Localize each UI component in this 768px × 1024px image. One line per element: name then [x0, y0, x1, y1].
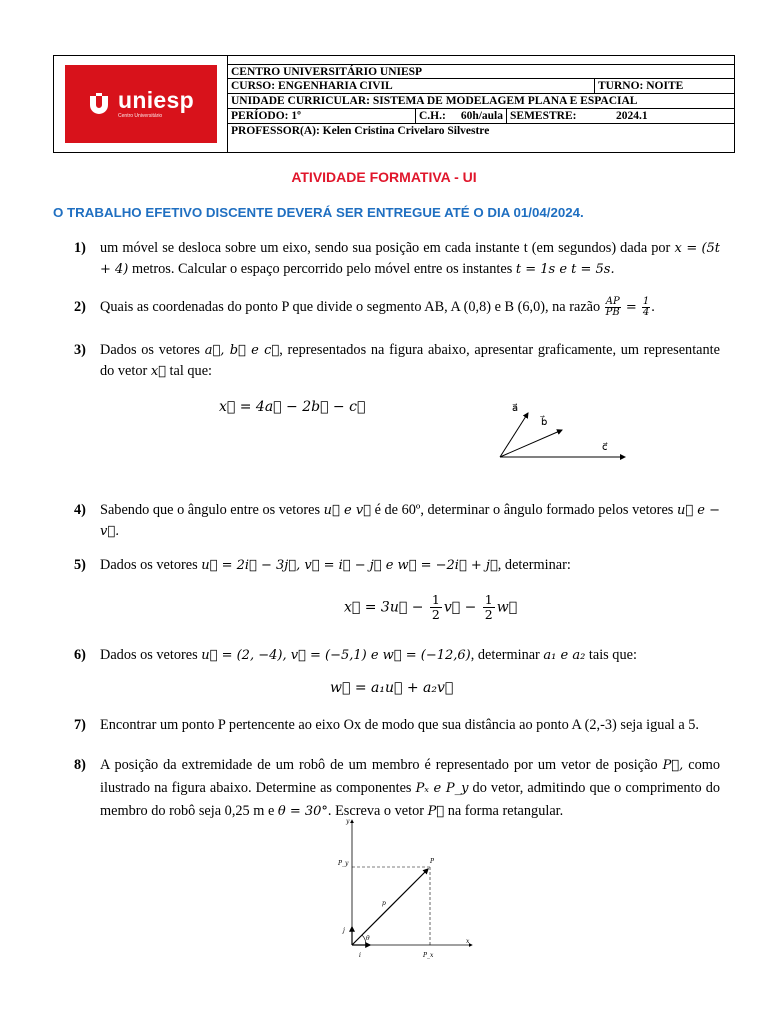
px-label: P_x — [423, 952, 434, 959]
question-2 — [74, 297, 720, 318]
header-row-professor — [228, 124, 734, 139]
math-expression: P⃗, — [662, 758, 684, 773]
x-axis-label: x — [466, 938, 470, 945]
unit-label: UNIDADE CURRICULAR: SISTEMA DE MODELAGEM PLANA E ESPACIAL — [231, 95, 638, 107]
p-length-label: p — [382, 900, 386, 907]
question-number: 6) — [74, 647, 86, 663]
equation-part: x⃗ = 3u⃗ − — [344, 599, 424, 616]
header-table — [53, 55, 735, 153]
fraction-numerator: 1 — [484, 592, 493, 607]
header-row-course — [228, 79, 734, 94]
question-number: 1) — [74, 240, 86, 256]
ratio-fraction — [605, 297, 621, 318]
fraction-denominator: 4 — [642, 307, 650, 319]
question-7 — [74, 716, 720, 735]
math-expression: (5t + 4) — [100, 241, 721, 277]
position-vector-p — [352, 869, 428, 945]
question-number: 5) — [74, 557, 86, 573]
math-expression: θ = 30° — [277, 804, 328, 819]
question-number: 4) — [74, 502, 86, 518]
question-text: do vetor, admitindo que o comprimento do membro do robô seja 0,25 m e — [100, 780, 720, 819]
question-text: A posição da extremidade de um robô de um membro é representado por um vetor de posição — [100, 757, 663, 773]
ratio-value-fraction — [642, 297, 650, 318]
ch-value: 60h/aula — [460, 110, 503, 122]
question-4 — [74, 500, 720, 542]
header-row-period — [228, 109, 734, 124]
math-expression: Pₓ e P_y — [415, 781, 469, 796]
uniesp-logo — [65, 65, 217, 143]
question-text: na forma retangular. — [444, 803, 564, 819]
equation-part: w⃗ — [496, 599, 518, 616]
question-number: 3) — [74, 342, 86, 358]
fraction-denominator: 2 — [484, 607, 493, 622]
header-row-institution — [228, 64, 734, 79]
math-expression: P⃗ — [427, 804, 445, 819]
math-expression: u⃗ e v⃗ — [323, 503, 371, 518]
question-text: como ilustrado na figura abaixo. Determine as componentes — [100, 757, 720, 796]
question-text: é de 60º, determinar o ângulo formado pelos vetores — [371, 502, 677, 518]
question-5 — [74, 555, 720, 576]
deadline-notice: O TRABALHO EFETIVO DISCENTE DEVERÁ SER ENTREGUE ATÉ O DIA 01/04/2024. — [53, 205, 584, 220]
math-expression: u⃗ = 2i⃗ − 3j⃗, v⃗ = i⃗ − j⃗ e w⃗ = −2i⃗ + j⃗ — [201, 558, 498, 573]
logo-u-icon — [87, 92, 111, 116]
equation-q5 — [344, 593, 517, 622]
question-text: tais que: — [585, 647, 637, 663]
robot-vector-figure — [330, 815, 480, 965]
equation-part: v⃗ − — [443, 599, 477, 616]
math-expression: x = — [674, 241, 698, 256]
semester-label: SEMESTRE: — [506, 109, 591, 123]
equation-q6: w⃗ = a₁u⃗ + a₂v⃗ — [330, 680, 454, 696]
header-row-unit — [228, 94, 734, 109]
fraction-denominator: PB — [605, 307, 620, 319]
question-6 — [74, 645, 720, 666]
header-info — [228, 56, 734, 152]
question-text: , determinar: — [497, 557, 571, 573]
theta-label: θ — [366, 935, 370, 942]
logo-name: uniesp — [118, 87, 194, 113]
logo-cell — [54, 56, 228, 152]
question-text: Encontrar um ponto P pertencente ao eixo Ox de modo que sua distância ao ponto A (2,-3) seja igual a 5. — [100, 717, 699, 733]
fraction-denominator: 2 — [431, 607, 440, 622]
math-expression: v⃗. — [100, 524, 120, 539]
math-expression: a⃗, b⃗ e c⃗ — [204, 343, 280, 358]
logo-subtitle: Centro Universitário — [118, 113, 163, 119]
fraction-numerator: AP — [605, 296, 620, 308]
math-expression: u⃗ = (2, −4), v⃗ = (−5,1) e w⃗ = (−12,6) — [201, 648, 471, 663]
vectors-figure-q3 — [490, 395, 630, 465]
question-text: Dados os vetores — [100, 342, 205, 358]
question-text: metros. Calcular o espaço percorrido pelo móvel entre os instantes — [128, 261, 516, 277]
question-text: Sabendo que o ângulo entre os vetores — [100, 502, 324, 518]
question-8 — [74, 754, 720, 823]
p-label: P — [430, 858, 435, 865]
course-label: CURSO: ENGENHARIA CIVIL — [231, 80, 393, 92]
question-text: . Escreva o vetor — [327, 803, 428, 819]
question-text: tal que: — [165, 363, 213, 379]
question-text: , determinar — [470, 647, 544, 663]
question-text: Dados os vetores — [100, 557, 202, 573]
vector-a-label: a⃗ — [512, 403, 519, 414]
question-number: 2) — [74, 299, 86, 315]
equation-q3: x⃗ = 4a⃗ − 2b⃗ − c⃗ — [219, 399, 366, 415]
fraction-numerator: 1 — [642, 296, 650, 308]
half-fraction — [430, 593, 442, 622]
question-number: 8) — [74, 757, 86, 773]
semester-value: 2024.1 — [616, 110, 648, 122]
y-axis-label: y — [346, 818, 350, 825]
half-fraction — [483, 593, 495, 622]
question-3 — [74, 340, 720, 382]
math-expression: x⃗ — [150, 364, 166, 379]
equals-sign: = — [621, 300, 641, 315]
question-text: um móvel se desloca sobre um eixo, sendo sua posição em cada instante t (em segundos) dada por — [100, 240, 671, 256]
punctuation: . — [651, 299, 655, 315]
institution-name: CENTRO UNIVERSITÁRIO UNIESP — [231, 66, 423, 78]
fraction-numerator: 1 — [431, 592, 440, 607]
question-text: Dados os vetores — [100, 647, 202, 663]
math-expression: t = 1s e t = 5s. — [515, 262, 615, 277]
question-number: 7) — [74, 717, 86, 733]
question-1 — [74, 238, 720, 280]
period-label: PERÍODO: 1º — [231, 110, 301, 122]
question-text: , representados na figura abaixo, apresentar graficamente, um representante do vetor — [100, 342, 720, 379]
professor-label: PROFESSOR(A): Kelen Cristina Crivelaro Silvestre — [231, 125, 490, 137]
i-label: i — [359, 952, 361, 959]
activity-title: ATIVIDADE FORMATIVA - UI — [291, 169, 477, 185]
j-label: j — [343, 927, 345, 934]
math-expression: u⃗ e − — [676, 503, 721, 518]
math-expression: a₁ e a₂ — [543, 648, 586, 663]
question-text: Quais as coordenadas do ponto P que divide o segmento AB, A (0,8) e B (6,0), na razão — [100, 299, 604, 315]
vector-b-label: b⃗ — [541, 417, 548, 428]
shift-label: TURNO: NOITE — [594, 79, 683, 93]
ch-label: C.H.: — [415, 109, 451, 123]
py-label: P_y — [338, 860, 349, 867]
vector-c-label: c⃗ — [602, 442, 608, 453]
vector-b-arrow — [500, 430, 562, 457]
